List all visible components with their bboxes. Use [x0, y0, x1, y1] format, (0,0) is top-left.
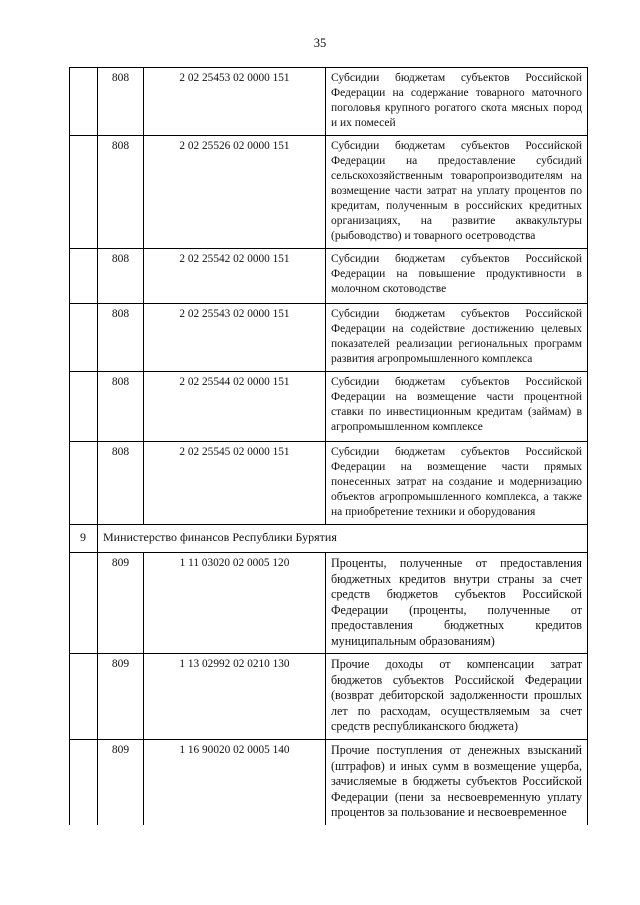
description-cell: Проценты, полученные от предоставления бюджетных кредитов внутри страны за счет средств бюджетов субъектов Российской Федерации (проценты, полученные от предоставления бюджетных кредитов муниципальным образованиям) [326, 553, 588, 654]
row-number-cell [70, 304, 98, 372]
section-title: Министерство финансов Республики Бурятия [98, 525, 588, 553]
revenue-code-cell: 2 02 25543 02 0000 151 [144, 304, 326, 372]
description-cell: Субсидии бюджетам субъектов Российской Федерации на предоставление субсидий сельскохозяйственным товаропроизводителям на возмещение части затрат на уплату процентов по кредитам, полученным в российских кредитных организациях, на развитие аквакультуры (рыбоводство) и товарного осетроводства [326, 136, 588, 249]
table-row [70, 740, 588, 825]
admin-code-cell: 809 [98, 740, 144, 825]
table-row [70, 136, 588, 249]
admin-code-cell: 808 [98, 442, 144, 525]
table-row [70, 372, 588, 442]
admin-code-cell: 808 [98, 136, 144, 249]
row-number-cell [70, 68, 98, 136]
description-cell: Субсидии бюджетам субъектов Российской Федерации на возмещение части процентной ставки по инвестиционным кредитам (займам) в агропромышленном комплексе [326, 372, 588, 442]
admin-code-cell: 808 [98, 372, 144, 442]
row-number-cell [70, 249, 98, 304]
page-number: 35 [313, 36, 327, 50]
admin-code-cell: 808 [98, 68, 144, 136]
row-number-cell [70, 136, 98, 249]
description-cell: Субсидии бюджетам субъектов Российской Федерации на повышение продуктивности в молочном скотоводстве [326, 249, 588, 304]
row-number-cell [70, 553, 98, 654]
row-number-cell [70, 654, 98, 740]
description-cell: Прочие поступления от денежных взысканий (штрафов) и иных сумм в возмещение ущерба, зачисляемые в бюджеты субъектов Российской Федерации (пени за несвоевременную уплату процентов за пользование и несвоевременное [326, 740, 588, 825]
row-number-cell [70, 372, 98, 442]
admin-code-cell: 809 [98, 553, 144, 654]
table-row [70, 442, 588, 525]
description-cell: Субсидии бюджетам субъектов Российской Федерации на возмещение части прямых понесенных затрат на создание и модернизацию объектов агропромышленного комплекса, а также на приобретение техники и оборудования [326, 442, 588, 525]
admin-code-cell: 808 [98, 249, 144, 304]
table-row [70, 249, 588, 304]
revenue-code-cell: 2 02 25526 02 0000 151 [144, 136, 326, 249]
revenue-code-cell: 2 02 25544 02 0000 151 [144, 372, 326, 442]
revenue-code-cell: 1 11 03020 02 0005 120 [144, 553, 326, 654]
revenue-code-cell: 2 02 25542 02 0000 151 [144, 249, 326, 304]
revenue-code-cell: 1 16 90020 02 0005 140 [144, 740, 326, 825]
table-row [70, 654, 588, 740]
table-row [70, 553, 588, 654]
revenue-code-cell: 1 13 02992 02 0210 130 [144, 654, 326, 740]
table-row [70, 304, 588, 372]
description-cell: Субсидии бюджетам субъектов Российской Федерации на содержание товарного маточного поголовья крупного рогатого скота мясных пород и их помесей [326, 68, 588, 136]
revenue-codes-table [69, 67, 588, 825]
table-row [70, 68, 588, 136]
description-cell: Субсидии бюджетам субъектов Российской Федерации на содействие достижению целевых показателей реализации региональных программ развития агропромышленного комплекса [326, 304, 588, 372]
revenue-code-cell: 2 02 25545 02 0000 151 [144, 442, 326, 525]
section-number: 9 [70, 525, 98, 553]
row-number-cell [70, 442, 98, 525]
revenue-code-cell: 2 02 25453 02 0000 151 [144, 68, 326, 136]
admin-code-cell: 808 [98, 304, 144, 372]
admin-code-cell: 809 [98, 654, 144, 740]
description-cell: Прочие доходы от компенсации затрат бюджетов субъектов Российской Федерации (возврат дебиторской задолженности прошлых лет по расходам, осуществляемым за счет средств республиканского бюджета) [326, 654, 588, 740]
row-number-cell [70, 740, 98, 825]
section-row [70, 525, 588, 553]
